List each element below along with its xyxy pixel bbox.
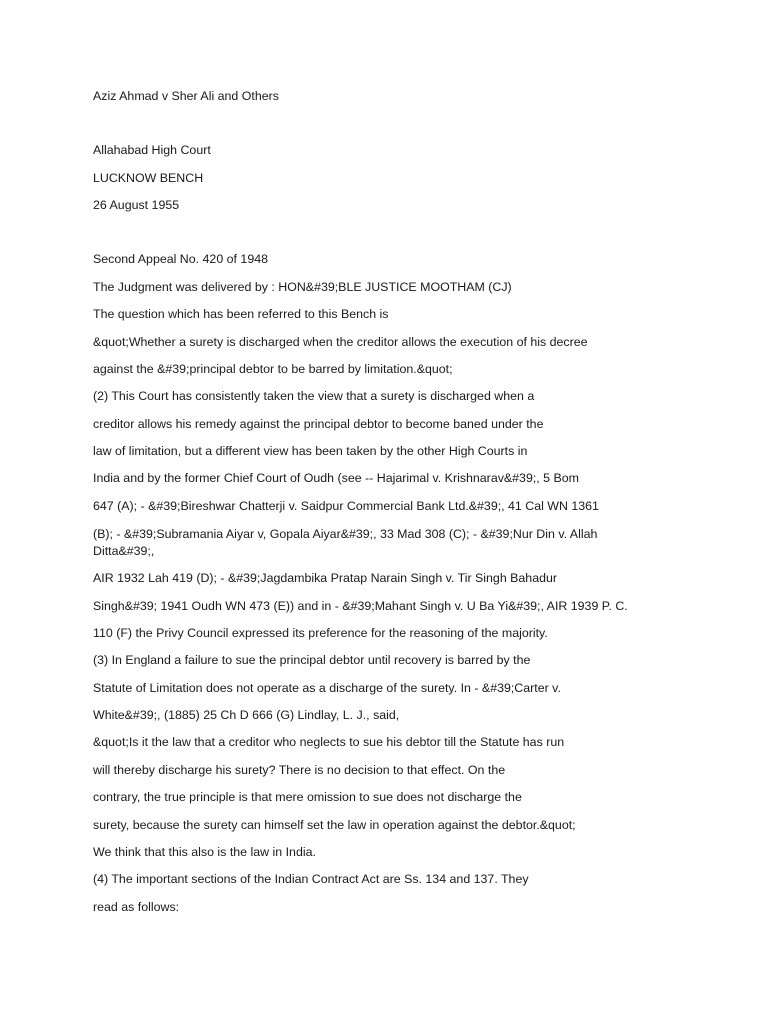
text-line: White&#39;, (1885) 25 Ch D 666 (G) Lindlay, L. J., said, bbox=[93, 708, 400, 722]
text-line: (3) In England a failure to sue the principal debtor until recovery is barred by the bbox=[93, 653, 531, 667]
text-line: The question which has been referred to this Bench is bbox=[93, 307, 389, 321]
text-line: AIR 1932 Lah 419 (D); - &#39;Jagdambika Pratap Narain Singh v. Tir Singh Bahadur bbox=[93, 571, 557, 585]
text-line: The Judgment was delivered by : HON&#39;BLE JUSTICE MOOTHAM (CJ) bbox=[93, 280, 512, 294]
text-line: Second Appeal No. 420 of 1948 bbox=[93, 252, 268, 266]
case-title: Aziz Ahmad v Sher Ali and Others bbox=[93, 89, 279, 103]
text-line: (2) This Court has consistently taken the view that a surety is discharged when a bbox=[93, 389, 535, 403]
text-line: (4) The important sections of the Indian Contract Act are Ss. 134 and 137. They bbox=[93, 872, 529, 886]
text-line: Ditta&#39;, bbox=[93, 544, 155, 558]
text-line: India and by the former Chief Court of Oudh (see -- Hajarimal v. Krishnarav&#39;, 5 Bom bbox=[93, 471, 579, 485]
text-line: We think that this also is the law in India. bbox=[93, 845, 316, 859]
text-line: 647 (A); - &#39;Bireshwar Chatterji v. Saidpur Commercial Bank Ltd.&#39;, 41 Cal WN 1361 bbox=[93, 499, 599, 513]
court-name: Allahabad High Court bbox=[93, 143, 211, 157]
text-line: surety, because the surety can himself set the law in operation against the debtor.&quot; bbox=[93, 818, 576, 832]
text-line: 110 (F) the Privy Council expressed its preference for the reasoning of the majority. bbox=[93, 626, 548, 640]
text-line: &quot;Is it the law that a creditor who neglects to sue his debtor till the Statute has run bbox=[93, 735, 565, 749]
text-line: Statute of Limitation does not operate as a discharge of the surety. In - &#39;Carter v. bbox=[93, 681, 561, 695]
bench-name: LUCKNOW BENCH bbox=[93, 171, 204, 185]
text-line: law of limitation, but a different view has been taken by the other High Courts in bbox=[93, 444, 528, 458]
text-line: will thereby discharge his surety? There is no decision to that effect. On the bbox=[93, 763, 506, 777]
text-line: creditor allows his remedy against the principal debtor to become baned under the bbox=[93, 417, 544, 431]
text-line: contrary, the true principle is that mere omission to sue does not discharge the bbox=[93, 790, 522, 804]
judgment-date: 26 August 1955 bbox=[93, 198, 180, 212]
text-line: Singh&#39; 1941 Oudh WN 473 (E)) and in - &#39;Mahant Singh v. U Ba Yi&#39;, AIR 1939 P. C. bbox=[93, 599, 628, 613]
text-line: &quot;Whether a surety is discharged when the creditor allows the execution of his decree bbox=[93, 335, 588, 349]
text-line: against the &#39;principal debtor to be barred by limitation.&quot; bbox=[93, 362, 453, 376]
text-line: (B); - &#39;Subramania Aiyar v, Gopala Aiyar&#39;, 33 Mad 308 (C); - &#39;Nur Din v. Allah bbox=[93, 527, 598, 541]
text-line: read as follows: bbox=[93, 900, 180, 914]
